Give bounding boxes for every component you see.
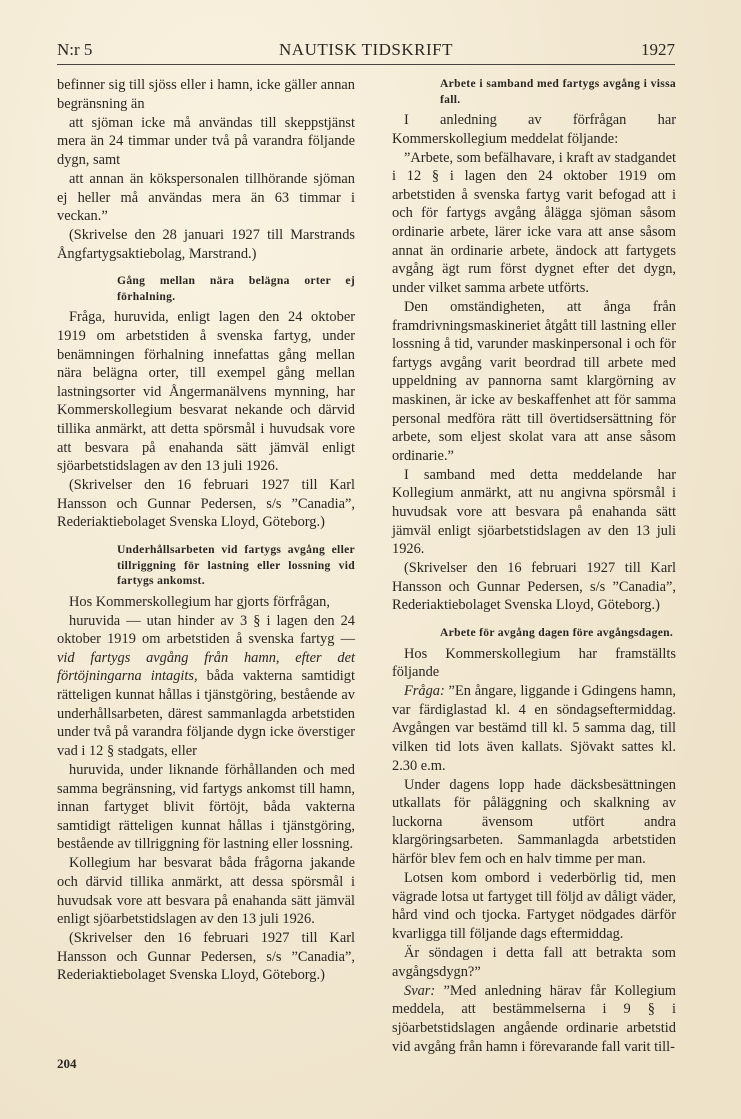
journal-title: NAUTISK TIDSKRIFT xyxy=(279,40,453,59)
text: ”Med anledning härav får Kollegium meddela, att bestämmelserna i 9 § i sjöarbetstidslagen angående ordinarie arbetstid vid avgång från hamn i förevarande fall varit till- xyxy=(392,982,676,1055)
paragraph xyxy=(392,559,676,615)
text: (Skrivelser den 16 februari 1927 till Karl Hansson och Gunnar Pedersen, s/s ”Canadia”, Rederiaktiebolaget Svenska Lloyd, Göteborg.) xyxy=(392,560,676,614)
paragraph xyxy=(57,226,355,263)
text: (Skrivelser den 16 februari 1927 till Karl Hansson och Gunnar Pedersen, s/s ”Canadia”, Rederiaktiebolaget Svenska Lloyd, Göteborg.) xyxy=(57,930,355,984)
text: Hos Kommerskollegium har framställts följande xyxy=(392,645,676,681)
text: ”En ångare, liggande i Gdingens hamn, var färdiglastad kl. 4 en söndagseftermiddag. Avgången var bestämd till kl. 5 samma dag, till vilken tid lots även kallats. Sjövakt sattes kl. 2.30 e.m. xyxy=(392,683,676,774)
text: Den omständigheten, att ånga från framdrivningsmaskineriet åtgått till lastning eller lossning å tid, varunder maskinpersonal i och för fartygs avgång varit beordrad till arbete med uppeldning av pannorna samt klargörning av maskinen, är icke av beskaffenhet att för samma personal medföra rätt till övertidsersättning för arbete, som eljest skolat vara att anse såsom ordinarie.” xyxy=(392,298,676,464)
paragraph xyxy=(392,149,676,298)
text: befinner sig till sjöss eller i hamn, icke gäller annan begränsning än xyxy=(57,77,355,112)
paragraph xyxy=(57,854,355,928)
paragraph xyxy=(392,298,676,465)
text: I anledning av förfrågan har Kommerskollegium meddelat följande: xyxy=(392,112,676,147)
text: båda vakterna samtidigt rätteligen kunnat hållas i tjänstgöring, bestående av underhållsarbeten, därest sammanlagda arbetstiden under två på varandra följande dygn icke överstiger vad i 12 § stadgats, eller xyxy=(57,668,356,759)
italic-text: vid fartygs avgång från hamn, efter det förtöjningarna intagits, xyxy=(57,649,355,685)
left-column xyxy=(57,76,355,985)
paragraph xyxy=(392,466,676,559)
running-header xyxy=(57,38,675,64)
text: Är söndagen i detta fall att betrakta som avgångsdygn?” xyxy=(392,945,676,980)
text: Arbete i samband med fartygs avgång i vissa fall. xyxy=(440,77,676,106)
text: (Skrivelse den 28 januari 1927 till Marstrands Ångfartygsaktiebolag, Marstrand.) xyxy=(57,227,355,262)
page-number: 204 xyxy=(57,1056,77,1071)
paragraph xyxy=(57,76,355,113)
paragraph xyxy=(392,982,676,1056)
text: Arbete för avgång dagen före avgångsdagen. xyxy=(440,626,674,640)
right-column xyxy=(392,72,676,1056)
text: att annan än kökspersonalen tillhörande sjöman ej heller må användas mera än 63 timmar i veckan.” xyxy=(57,170,355,225)
paragraph xyxy=(57,593,355,612)
paragraph xyxy=(392,682,676,775)
text: (Skrivelser den 16 februari 1927 till Karl Hansson och Gunnar Pedersen, s/s ”Canadia”, Rederiaktiebolaget Svenska Lloyd, Göteborg.) xyxy=(57,477,355,531)
text: I samband med detta meddelande har Kollegium anmärkt, att nu angivna spörsmål i huvudsak vore att besvara på enahanda sätt jämväl enligt sjöarbetstidslagen av den 13 juli 1926. xyxy=(392,466,676,558)
text: Hos Kommerskollegium har gjorts förfrågan, xyxy=(69,593,330,610)
text: ”Arbete, som befälhavare, i kraft av stadgandet i 12 § i lagen den 24 oktober 1919 om arbetstiden å svenska fartyg varit befogad att i och för fartygs avgång ålägga sjöman såsom ordinarie arbete, lärer icke vara att anse såsom annat än ordinarie arbete, ändock att fartygets avgång ägt rum först dygnet efter det dygn, under vilket samma arbete utförts. xyxy=(392,149,676,296)
section-heading xyxy=(440,76,676,107)
issue-number: N:r 5 xyxy=(57,40,93,59)
text: Fråga, huruvida, enligt lagen den 24 oktober 1919 om arbetstiden å svenska fartyg, under benämningen förhalning innefattas gång mellan nära belägna orter, till exempel gång mellan lastningsorter vid Ångermanälvens mynning, har Kommerskollegium besvarat nekande och därvid tillika anmärkt, att detta spörsmål i huvudsak vore att besvara på enahanda sätt jämväl enligt sjöarbetstidslagen av den 13 juli 1926. xyxy=(57,309,355,475)
paragraph xyxy=(57,476,355,532)
text: Under dagens lopp hade däcksbesättningen utkallats för påläggning och skalkning av luckorna ävensom utfört andra klargöringsarbeten. Sammanlagda arbetstiden härför blev fem och en halv timme per man. xyxy=(392,776,676,868)
year: 1927 xyxy=(641,40,675,59)
paragraph xyxy=(392,645,676,682)
section-heading xyxy=(117,273,355,304)
header-rule xyxy=(57,64,675,65)
text: huruvida — utan hinder av 3 § i lagen den 24 oktober 1919 om arbetstiden å svenska fartyg — xyxy=(57,612,355,648)
paragraph xyxy=(392,869,676,943)
section-heading xyxy=(117,542,355,589)
paragraph xyxy=(392,776,676,869)
paragraph xyxy=(57,612,355,761)
text: Gång mellan nära belägna orter ej förhalning. xyxy=(117,274,355,303)
text: huruvida, under liknande förhållanden och med samma begränsning, vid fartygs ankomst till hamn, innan fartyget blivit förtöjt, båda vakterna samtidigt rätteligen kunnat hållas i tjänstgöring, bestående av tillriggning för lastning eller lossning. xyxy=(57,761,355,853)
paragraph xyxy=(392,111,676,148)
paragraph xyxy=(57,308,355,475)
paragraph xyxy=(57,170,355,226)
text: att sjöman icke må användas till skeppstjänst mera än 24 timmar under två på varandra följande dygn, samt xyxy=(57,114,355,168)
paragraph xyxy=(392,944,676,981)
italic-text: Fråga: xyxy=(404,683,445,700)
paragraph xyxy=(57,114,355,170)
paragraph xyxy=(57,929,355,985)
text: Kollegium har besvarat båda frågorna jakande och därvid tillika anmärkt, att dessa spörsmål i huvudsak vore att besvara på enahanda sätt jämväl enligt sjöarbetstidslagen av den 13 juli 1926. xyxy=(57,855,355,928)
text: Lotsen kom ombord i vederbörlig tid, men vägrade lotsa ut fartyget till följd av dåligt väder, hård vind och tjocka. Fartyget nödgades därför kvarligga till följande dags eftermiddag. xyxy=(392,870,676,942)
italic-text: Svar: xyxy=(404,982,436,999)
section-heading xyxy=(440,625,676,641)
paragraph xyxy=(57,761,355,854)
text: Underhållsarbeten vid fartygs avgång eller tillriggning för lastning eller lossning vid fartygs ankomst. xyxy=(117,543,355,588)
